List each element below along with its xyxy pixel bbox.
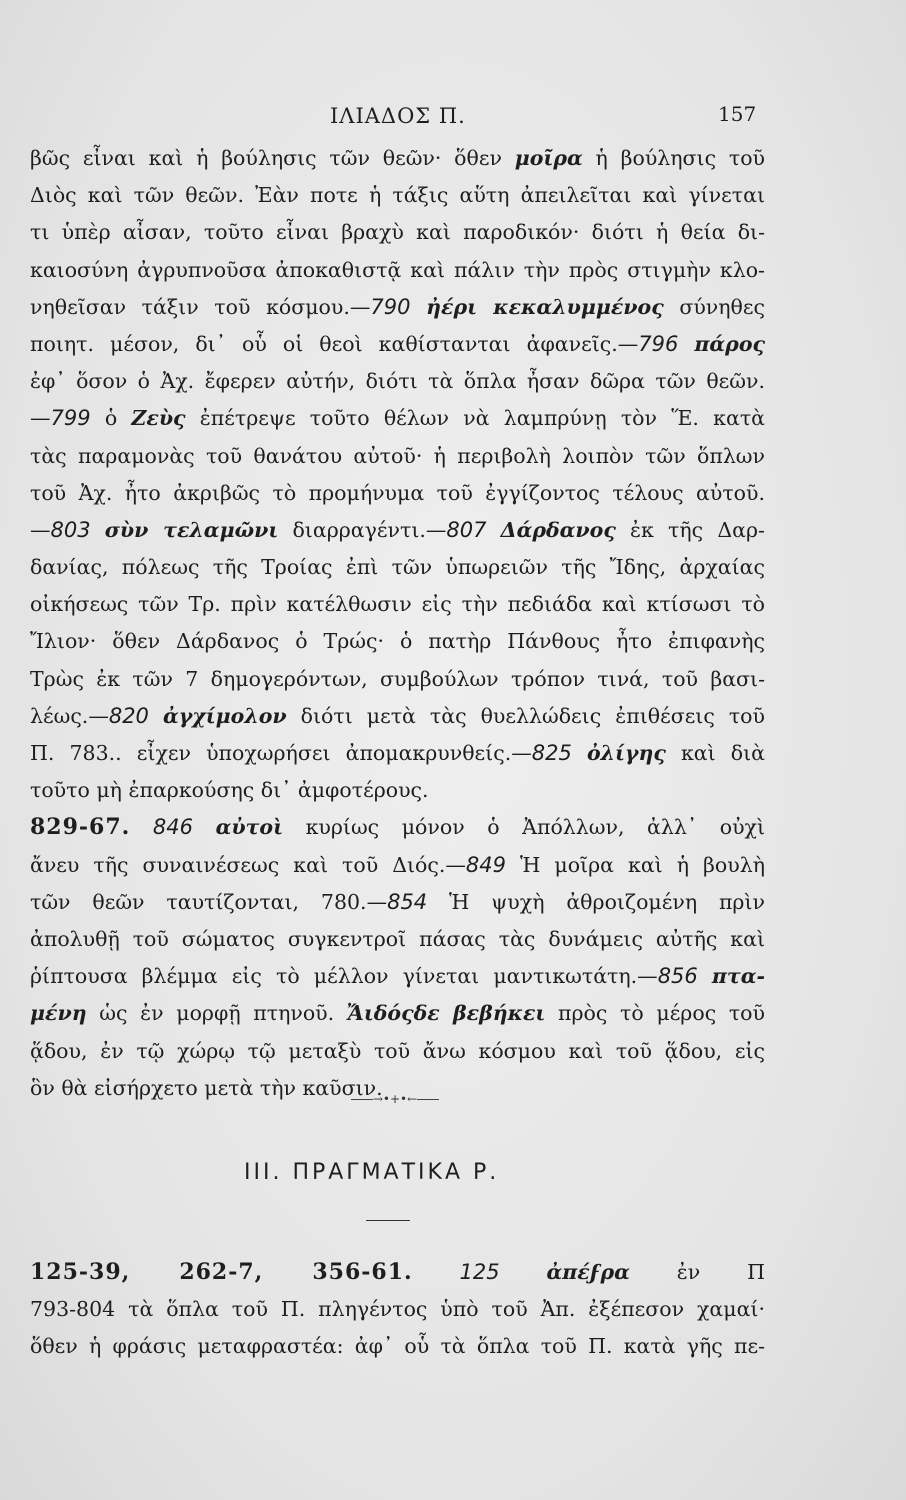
line-reference: 803 (50, 517, 91, 542)
text-run: τῶν θεῶν ταυτίζονται, 780.— (30, 889, 388, 914)
text-run (193, 815, 216, 839)
text-run: ὡς ἐν μορφῇ πτηνοῦ. (86, 1001, 347, 1026)
commentary-text (30, 140, 765, 1107)
text-run: ἄνευ τῆς συναινέσεως καὶ τοῦ Διός.— (30, 852, 466, 877)
lemma: σὺν τελαμῶνι (104, 517, 279, 542)
ornament-divider: →•+•← (340, 1092, 450, 1106)
text-run: ἐπέτρεψε τοῦτο θέλων νὰ λαμπρύνῃ τὸν Ἕ. κατὰ (185, 406, 765, 431)
lemma: Δάρδανος (500, 517, 616, 542)
line-reference: 125 (459, 1260, 500, 1284)
text-run (91, 518, 105, 542)
lemma: μοῖρα (514, 146, 583, 170)
text-line (30, 214, 765, 251)
lemma: πάρος (694, 331, 765, 356)
lemma: ἠέρι κεκαλυμμένος (426, 294, 664, 319)
section-text (30, 1254, 765, 1366)
text-run: σύνηθες (663, 294, 765, 319)
line-reference: 856 (657, 964, 698, 989)
section-divider-rule (366, 1220, 410, 1221)
text-line (30, 623, 765, 660)
section-title: III. ΠΡΑΓΜΑΤΙΚΑ Ρ. (244, 1160, 500, 1185)
text-run: καὶ διὰ (665, 741, 765, 765)
text-run (410, 295, 426, 319)
text-run: ὁ (90, 406, 132, 431)
text-run (149, 704, 163, 728)
lemma: ἀγχίμολον (162, 703, 287, 728)
text-line (30, 400, 765, 437)
text-run: ἡ βούλησις τοῦ (582, 146, 766, 170)
text-run: οἰκήσεως τῶν Τρ. πρὶν κατέλθωσιν εἰς τὴν πεδιάδα καὶ κτίσωσι τὸ (30, 592, 765, 617)
text-run: δανίας, πόλεως τῆς Τροίας ἐπὶ τῶν ὑπωρειῶν τῆς Ἴδης, ἀρχαίας (30, 555, 765, 580)
running-header-title: ΙΛΙΑΔΟΣ Π. (330, 104, 466, 128)
text-line (30, 363, 765, 400)
text-run: Διὸς καὶ τῶν θεῶν. Ἐὰν ποτε ἡ τάξις αὕτη ἀπειλεῖται καὶ γίνεται (30, 183, 765, 208)
text-run: ἐφ᾽ ὅσον ὁ Ἀχ. ἔφερεν αὐτήν, διότι τὰ ὅπλα ἦσαν δῶρα τῶν θεῶν. (30, 369, 765, 394)
text-run: ῥίπτουσα βλέμμα εἰς τὸ μέλλον γίνεται μαντικωτάτη.— (30, 964, 658, 989)
text-line (30, 438, 765, 475)
verse-range-heading: 829-67. (30, 814, 131, 841)
line-reference: 796 (638, 331, 679, 356)
text-run: νηθεῖσαν τάξιν τοῦ κόσμου.— (30, 294, 371, 319)
text-run: πρὸς τὸ μέρος τοῦ (545, 1001, 765, 1026)
text-line (30, 1254, 765, 1291)
verse-range-heading: 125-39, 262-7, 356-61. (30, 1259, 413, 1285)
text-run: — (30, 406, 51, 431)
text-run: 793-804 τὰ ὅπλα τοῦ Π. πληγέντος ὑπὸ τοῦ Ἀπ. ἐξέπεσον χαμαί· (30, 1297, 765, 1322)
text-line (30, 1328, 765, 1365)
text-line (30, 586, 765, 623)
line-reference: 825 (531, 741, 572, 765)
text-run: διαρραγέντι.— (278, 517, 447, 542)
lemma: Ἄιδόςδε βεβήκει (346, 1001, 546, 1026)
lemma: Ζεὺς (131, 406, 186, 431)
line-reference: 820 (108, 703, 149, 728)
text-run (698, 964, 712, 988)
text-run (486, 518, 500, 542)
text-run: λέως.— (30, 703, 109, 728)
text-run: ἐκ τῆς Δαρ- (615, 517, 765, 542)
text-run: ὃν θὰ εἰσήρχετο μετὰ τὴν καῦσιν. (30, 1075, 383, 1100)
text-line (30, 1033, 765, 1070)
text-line (30, 475, 765, 512)
text-run: Π. 783.. εἶχεν ὑποχωρήσει ἀπομακρυνθείς.— (30, 741, 532, 765)
line-reference: 799 (50, 406, 91, 431)
text-run (572, 741, 587, 765)
line-reference: 846 (152, 815, 194, 840)
line-reference: 790 (370, 294, 411, 319)
text-run (130, 815, 153, 839)
text-run: Τρὼς ἐκ τῶν 7 δημογερόντων, συμβούλων τρόπον τινά, τοῦ βασι- (30, 666, 765, 691)
text-run: Ἡ ψυχὴ ἀθροιζομένη πρὶν (427, 889, 765, 914)
line-reference: 854 (387, 889, 428, 914)
lemma: ἀπέϝρα (546, 1260, 630, 1284)
text-run: Ἡ μοῖρα καὶ ἡ βουλὴ (505, 852, 765, 877)
text-run: — (30, 517, 51, 542)
line-reference: 807 (446, 517, 487, 542)
text-line (30, 847, 765, 884)
text-line (30, 661, 765, 698)
text-run: τι ὑπὲρ αἶσαν, τοῦτο εἶναι βραχὺ καὶ παροδικόν· διότι ἡ θεία δι- (30, 220, 765, 245)
text-run (678, 332, 694, 356)
text-line (30, 512, 765, 549)
text-run: διότι μετὰ τὰς θυελλώδεις ἐπιθέσεις τοῦ (286, 703, 765, 728)
text-run (413, 1260, 460, 1284)
text-run: ὅθεν ἡ φράσις μεταφραστέα: ἀφ᾽ οὗ τὰ ὅπλα τοῦ Π. κατὰ γῆς πε- (30, 1334, 765, 1359)
text-run: ᾅδου, ἐν τῷ χώρῳ τῷ μεταξὺ τοῦ ἄνω κόσμου καὶ τοῦ ᾅδου, εἰς (30, 1038, 765, 1063)
text-run: τοῦ Ἀχ. ἦτο ἀκριβῶς τὸ προμήνυμα τοῦ ἐγγίζοντος τέλους αὐτοῦ. (30, 480, 765, 505)
text-run: ποιητ. μέσον, δι᾽ οὗ οἱ θεοὶ καθίστανται ἀφανεῖς.— (30, 331, 639, 356)
text-run: κυρίως μόνον ὁ Ἀπόλλων, ἀλλ᾽ οὐχὶ (283, 815, 765, 840)
page-number: 157 (718, 102, 757, 126)
text-line (30, 289, 765, 326)
text-run: ἐν Π (629, 1260, 765, 1284)
text-line (30, 549, 765, 586)
text-run: Ἴλιον· ὅθεν Δάρδανος ὁ Τρώς· ὁ πατὴρ Πάνθους ἦτο ἐπιφανὴς (30, 629, 765, 654)
text-line (30, 252, 765, 289)
text-line (30, 735, 765, 772)
text-run: βῶς εἶναι καὶ ἡ βούλησις τῶν θεῶν· ὅθεν (30, 146, 515, 170)
text-line (30, 326, 765, 363)
text-line (30, 698, 765, 735)
text-run: τὰς παραμονὰς τοῦ θανάτου αὐτοῦ· ἡ περιβολὴ λοιπὸν τῶν ὅπλων (30, 443, 765, 468)
text-line (30, 884, 765, 921)
lemma: πτα- (711, 964, 765, 989)
text-line (30, 995, 765, 1032)
text-line (30, 772, 765, 809)
line-reference: 849 (465, 852, 506, 877)
text-run (500, 1260, 547, 1284)
text-line (30, 921, 765, 958)
text-run: ἀπολυθῇ τοῦ σώματος συγκεντροῖ πάσας τὰς δυνάμεις αὐτῆς καὶ (30, 926, 765, 951)
lemma: μένη (30, 1001, 87, 1026)
lemma: αὐτοὶ (215, 815, 283, 840)
text-line (30, 958, 765, 995)
lemma: ὀλίγης (586, 741, 666, 765)
text-run: καιοσύνη ἀγρυπνοῦσα ἀποκαθιστᾷ καὶ πάλιν τὴν πρὸς στιγμὴν κλο- (30, 257, 765, 282)
text-line (30, 140, 765, 177)
text-line (30, 809, 765, 846)
text-line (30, 177, 765, 214)
text-line (30, 1291, 765, 1328)
text-run: τοῦτο μὴ ἐπαρκούσης δι᾽ ἀμφοτέρους. (30, 778, 429, 803)
